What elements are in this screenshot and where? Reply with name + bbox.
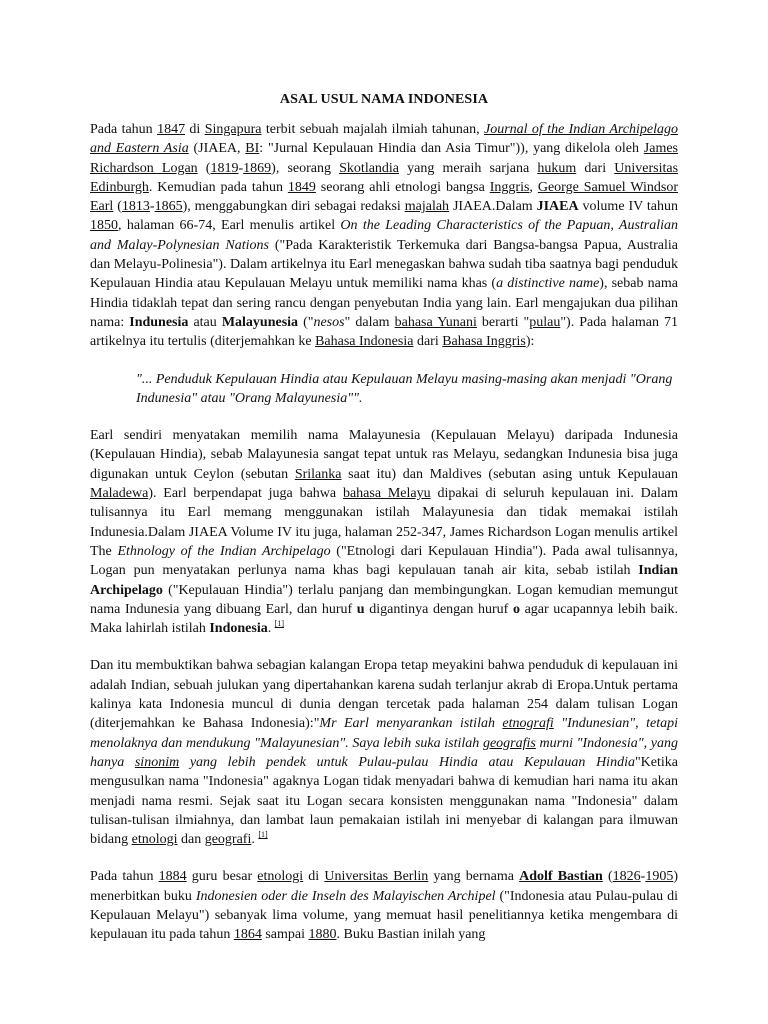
- link[interactable]: James Richardson Logan: [90, 141, 678, 176]
- link[interactable]: etnografi: [502, 716, 554, 732]
- text-run: (: [602, 869, 613, 885]
- text-run: atau: [188, 314, 222, 330]
- text-run: yang meraih sarjana: [399, 160, 538, 176]
- text-run: dan: [177, 832, 205, 848]
- link[interactable]: Journal of the Indian Archipelago and Eastern Asia: [90, 122, 679, 157]
- text-run: ) menerbitkan buku: [90, 869, 678, 904]
- link[interactable]: Universitas Berlin: [324, 869, 429, 885]
- link[interactable]: hukum: [537, 160, 577, 176]
- link[interactable]: majalah: [404, 199, 450, 215]
- link[interactable]: Srilanka: [294, 466, 342, 482]
- text-run: yang bernama: [428, 869, 520, 885]
- text-run: ), menggabungkan diri sebagai redaksi: [182, 199, 405, 215]
- link[interactable]: bahasa Yunani: [394, 314, 477, 330]
- text-run: Earl sendiri menyatakan memilih nama Malayunesia (Kepulauan Melayu) daripada Indunesia (Kepulauan Hindia), sebab Malayunesia sangat tepat untuk ras Melayu, sedangkan Indunesia bisa juga digunakan untuk Ceylon (sebutan: [90, 428, 678, 482]
- text-run: Indonesien oder die Inseln des Malayischen Archipel: [195, 888, 496, 904]
- text-run: Dan itu membuktikan bahwa sebagian kalangan Eropa tetap meyakini bahwa penduduk di kepulauan ini adalah Indian, sebuah julukan yang dipertahankan karena sudah terlanjur akrab di Eropa.Untuk pertama kalinya kata Indonesia muncul di dunia dengan tercetak pada halaman 254 dalam tulisan Logan (diterjemahkan ke Bahasa Indonesia):": [90, 658, 678, 732]
- link[interactable]: Adolf Bastian: [519, 869, 603, 885]
- text-run: , halaman 66-74, Earl menulis artikel: [118, 218, 341, 234]
- text-run: -: [238, 160, 244, 176]
- link[interactable]: Inggris: [489, 179, 530, 195]
- text-run: (JIAEA,: [188, 141, 246, 157]
- link[interactable]: geografis: [482, 735, 536, 751]
- text-run: Malayunesia: [221, 314, 299, 330]
- link[interactable]: Bahasa Inggris: [442, 334, 526, 350]
- text-run: di: [303, 869, 325, 885]
- text-run: ,: [529, 179, 538, 195]
- text-run: Mr Earl menyarankan istilah: [319, 716, 503, 732]
- page-title: ASAL USUL NAMA INDONESIA: [279, 92, 489, 107]
- text-run: ):: [525, 334, 535, 350]
- text-run: dipakai di seluruh kepulauan ini. Dalam tulisannya itu Earl memang menggunakan istilah Malayunesia dan tidak memakai istilah Indunesia.Dalam JIAEA Volume IV itu juga, halaman 252-347, James Richardson Logan menulis artikel The: [90, 486, 679, 559]
- link[interactable]: 1864: [233, 927, 262, 943]
- text-run: berarti ": [476, 314, 530, 330]
- text-run: terbit sebuah majalah ilmiah tahunan,: [261, 122, 484, 137]
- text-run: .: [251, 832, 259, 848]
- text-run: Indunesia: [129, 314, 189, 330]
- paragraph-2: [90, 426, 678, 638]
- text-run: "). Pada halaman 71 artikelnya itu tertulis (diterjemahkan ke: [90, 314, 678, 350]
- text-run: -: [149, 199, 155, 215]
- text-run: saat itu) dan Maldives (sebutan asing untuk Kepulauan: [341, 466, 678, 482]
- text-run: u: [356, 601, 365, 617]
- link[interactable]: Bahasa Indonesia: [315, 334, 414, 350]
- text-run: "... Penduduk Kepulauan Hindia atau Kepulauan Melayu masing-masing akan menjadi "Orang Indunesia" atau "Orang Malayunesia"".: [136, 371, 673, 406]
- link[interactable]: Maladewa: [90, 486, 149, 502]
- link[interactable]: 1905: [645, 869, 674, 885]
- link[interactable]: Singapura: [204, 122, 262, 137]
- text-run: (: [113, 199, 122, 215]
- text-run: ), seorang: [271, 160, 340, 176]
- link[interactable]: 1847: [157, 122, 186, 137]
- text-run: "Ketika mengusulkan nama "Indonesia" agaknya Logan tidak menyadari bahwa di kemudian hari nama itu akan menjadi nama resmi. Sejak saat itu Logan secara konsisten menggunakan nama "Indonesia" dalam tulisan-tulisan ilmiahnya, dan lambat laun pemakaian istilah ini menyebar di kalangan para ilmuwan bidang: [90, 754, 679, 848]
- link[interactable]: etnologi: [257, 869, 304, 885]
- link[interactable]: 1826: [612, 869, 641, 885]
- text-run: dari: [413, 334, 443, 350]
- text-run: seorang ahli etnologi bangsa: [315, 179, 490, 195]
- text-run: . Buku Bastian inilah yang: [336, 927, 486, 943]
- text-run: .: [267, 621, 275, 637]
- text-run: On the Leading Characteristics of the Papuan, Australian and Malay-Polynesian Nations: [90, 218, 679, 253]
- text-run: "Indunesian", tetapi menolaknya dan mendukung "Malayunesian". Saya lebih suka istilah: [90, 716, 679, 751]
- paragraph-4: [90, 867, 678, 944]
- paragraph-1: [90, 120, 678, 352]
- text-run: (: [197, 160, 211, 176]
- text-run: di: [185, 122, 205, 137]
- text-run: Pada tahun: [90, 869, 159, 885]
- link[interactable]: Skotlandia: [339, 160, 400, 176]
- text-run: o: [512, 601, 520, 617]
- text-run: sampai: [261, 927, 309, 943]
- link[interactable]: George Samuel Windsor Earl: [90, 179, 679, 215]
- link[interactable]: sinonim: [134, 754, 180, 770]
- link[interactable]: 1869: [243, 160, 272, 176]
- footnote-link[interactable]: [1]: [258, 830, 268, 840]
- link[interactable]: bahasa Melayu: [342, 486, 431, 502]
- text-run: ), sebab nama Hindia tidaklah tepat dan sering rancu dengan penyebutan India yang lain. Earl mengajukan dua pilihan nama:: [90, 276, 678, 330]
- link[interactable]: 1850: [90, 218, 118, 234]
- text-run: . Kemudian pada tahun: [148, 179, 288, 195]
- text-run: yang lebih pendek untuk Pulau-pulau Hindia atau Kepulauan Hindia: [179, 754, 635, 770]
- text-run: ("Pada Karakteristik Terkemuka dari Bangsa-bangsa Papua, Australia dan Melayu-Polinesia"). Dalam artikelnya itu Earl menegaskan bahwa sudah tiba saatnya bagi penduduk Kepulauan Hindia atau Kepulauan Melayu untuk memiliki nama khas (: [90, 237, 679, 292]
- text-run: " dalam: [344, 314, 395, 330]
- link[interactable]: 1819: [210, 160, 239, 176]
- text-run: a distinctive name: [496, 276, 600, 292]
- link[interactable]: 1849: [287, 179, 316, 195]
- text-run: digantinya dengan huruf: [364, 601, 513, 617]
- text-run: volume IV tahun: [578, 199, 679, 215]
- text-run: ("Etnologi dari Kepulauan Hindia"). Pada awal tulisannya, Logan pun menyatakan perlunya nama khas bagi kepulauan tanah air kita, sebab istilah: [90, 543, 678, 579]
- text-run: guru besar: [186, 869, 258, 885]
- text-run: (": [298, 314, 314, 330]
- text-run: Ethnology of the Indian Archipelago: [117, 543, 331, 559]
- link[interactable]: Universitas Edinburgh: [90, 160, 679, 195]
- text-run: dari: [576, 160, 615, 176]
- text-run: nesos: [313, 314, 345, 330]
- text-run: agar ucapannya lebih baik. Maka lahirlah istilah: [90, 601, 678, 637]
- text-run: ("Indonesia atau Pulau-pulau di Kepulauan Melayu") sebanyak lima volume, yang memuat hasil penelitiannya ketika mengembara di kepulauan itu pada tahun: [90, 888, 678, 943]
- link[interactable]: 1884: [158, 869, 187, 885]
- text-run: Pada tahun: [90, 122, 158, 137]
- text-run: murni "Indonesia", yang hanya: [90, 735, 678, 770]
- text-run: ("Kepulauan Hindia") terlalu panjang dan membingungkan. Logan kemudian memungut nama Indunesia yang dibuang Earl, dan huruf: [90, 582, 678, 617]
- quote-block: [136, 370, 678, 409]
- link[interactable]: 1813: [121, 199, 150, 215]
- link[interactable]: pulau: [529, 314, 561, 330]
- paragraph-3: [90, 656, 678, 849]
- link[interactable]: geografi: [204, 832, 252, 848]
- text-run: Indian Archipelago: [90, 563, 678, 598]
- link[interactable]: BI: [245, 141, 260, 157]
- text-run: : "Jurnal Kepulauan Hindia dan Asia Timur")), yang dikelola oleh: [259, 141, 644, 157]
- text-run: ). Earl berpendapat juga bahwa: [148, 486, 343, 502]
- link[interactable]: etnologi: [131, 832, 178, 848]
- link[interactable]: 1880: [308, 927, 337, 943]
- text-run: JIAEA.Dalam: [449, 199, 537, 215]
- text-run: JIAEA: [536, 199, 579, 215]
- text-run: -: [640, 869, 646, 885]
- link[interactable]: 1865: [154, 199, 183, 215]
- text-run: Indonesia: [209, 621, 268, 637]
- footnote-link[interactable]: [1]: [274, 619, 285, 629]
